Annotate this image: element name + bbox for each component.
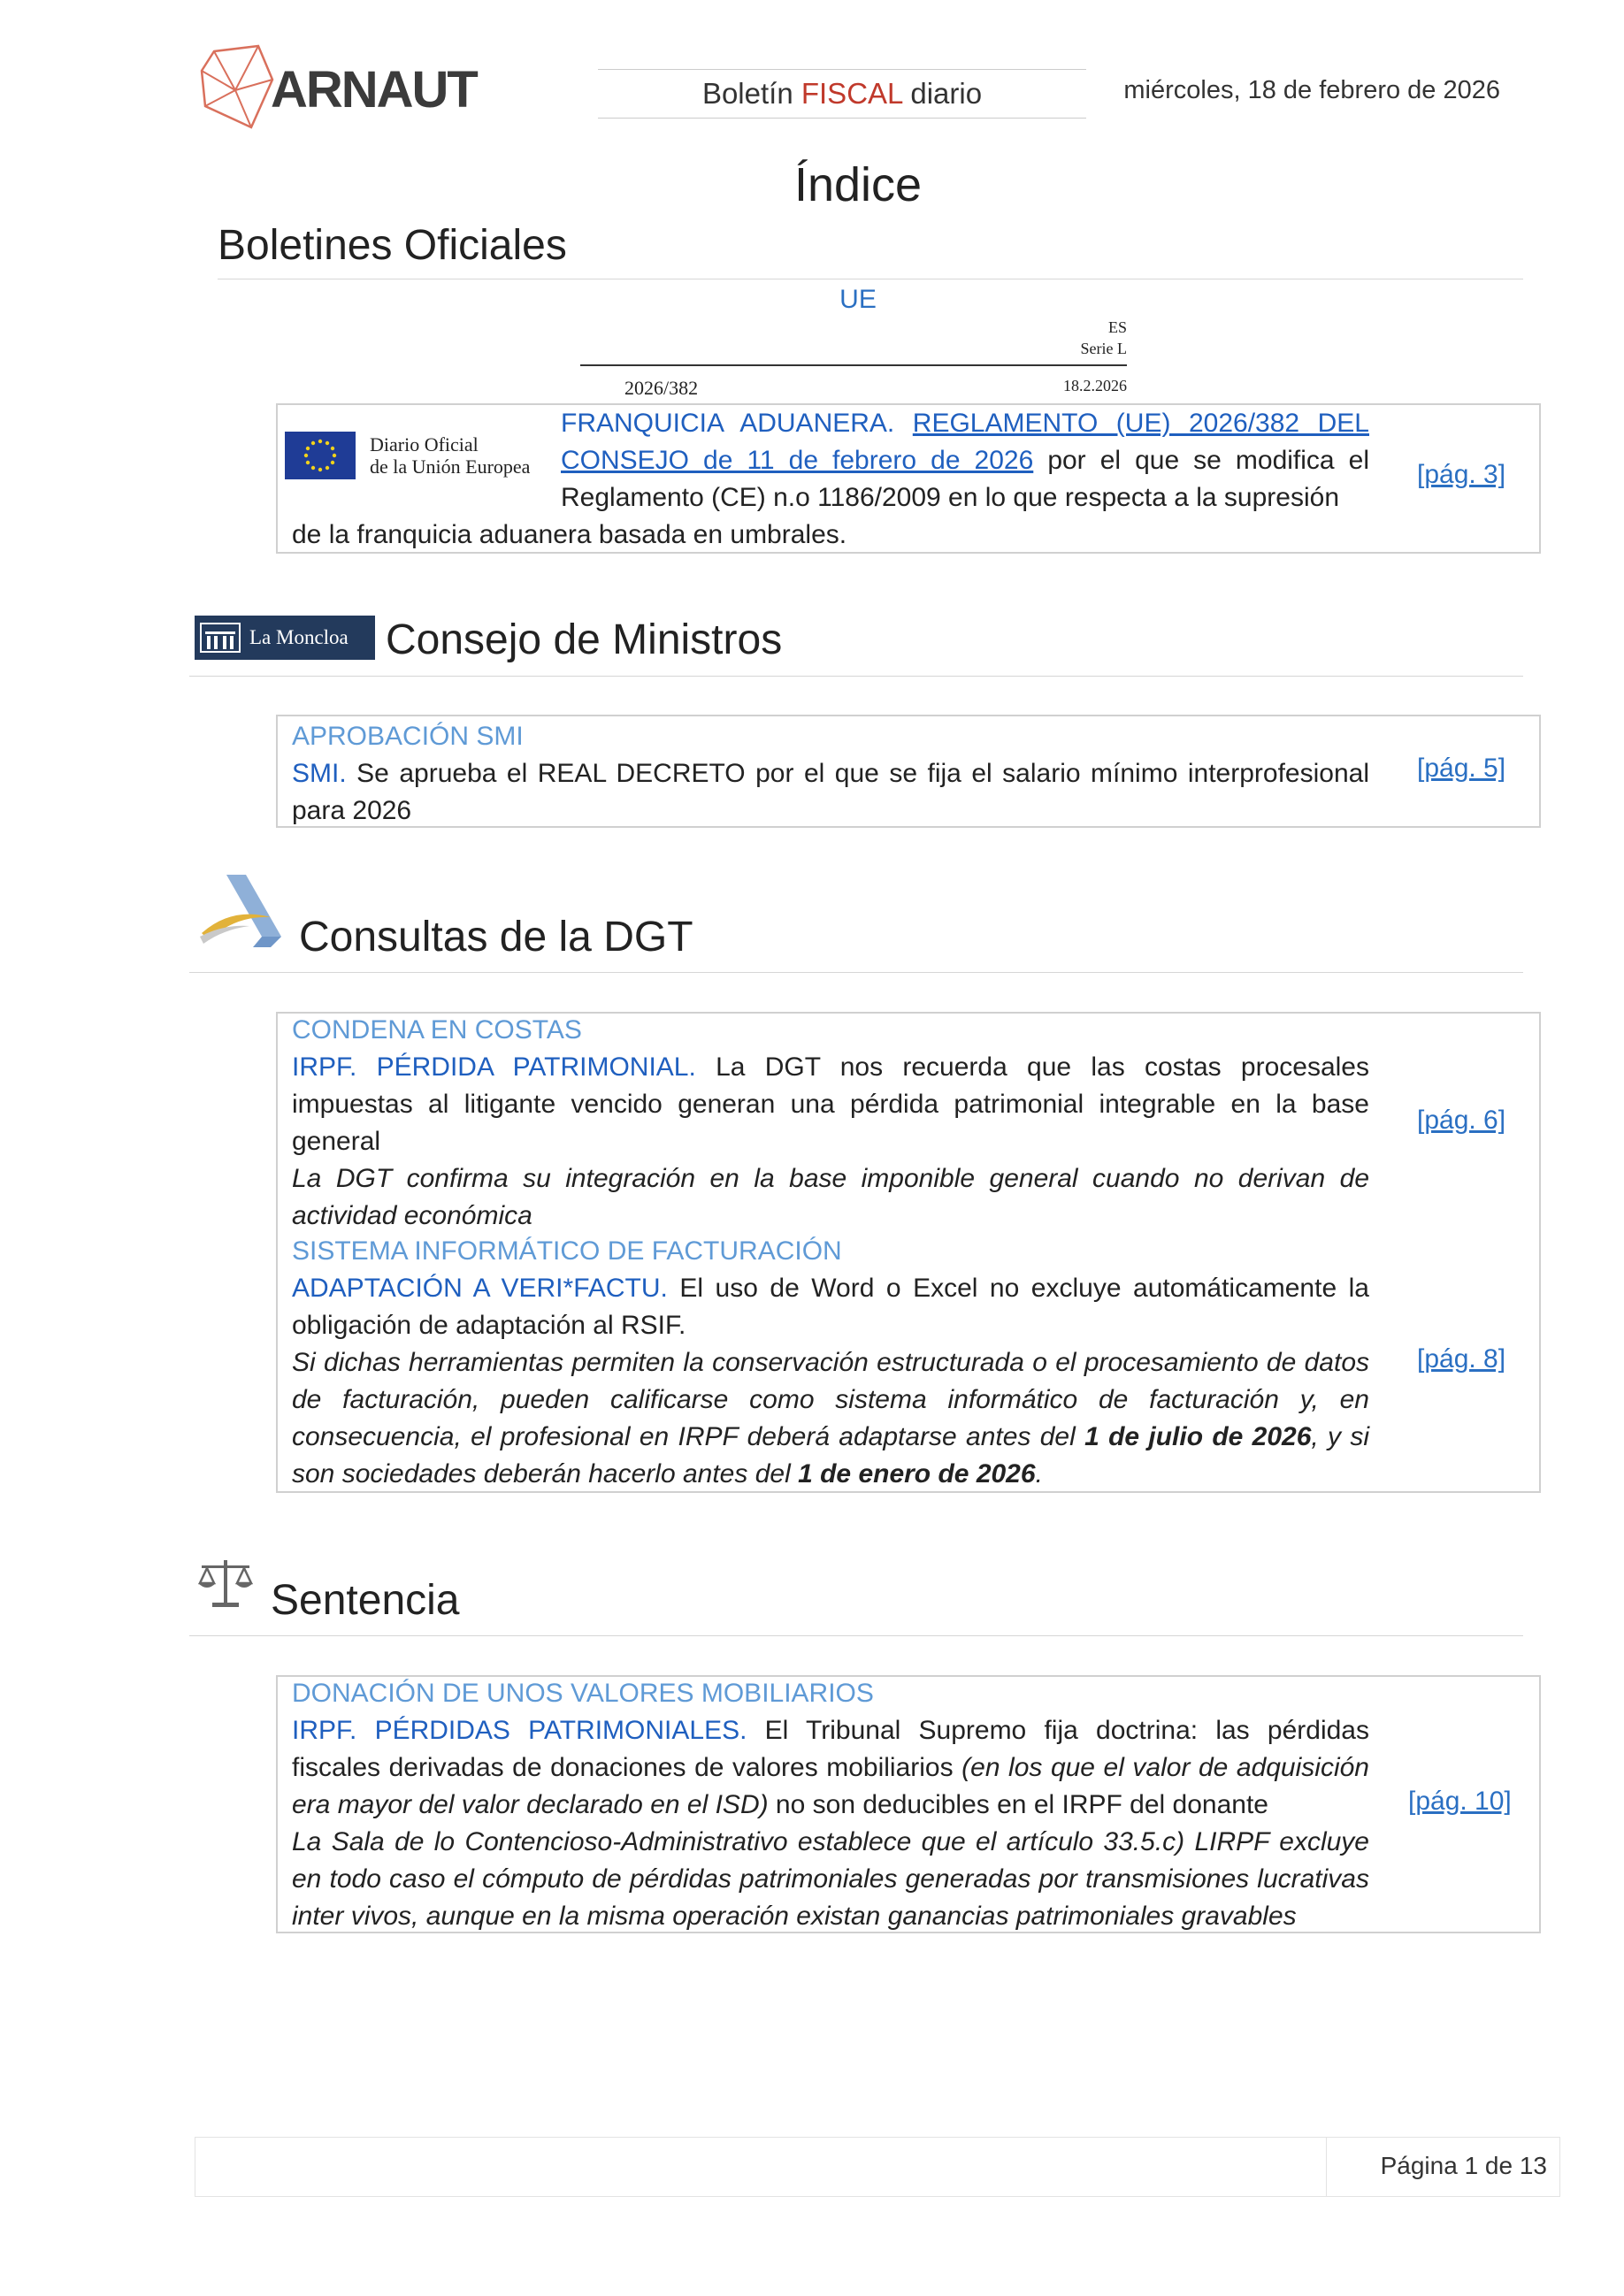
category-label: APROBACIÓN SMI bbox=[292, 722, 524, 751]
entry-text-franquicia: FRANQUICIA ADUANERA. REGLAMENTO (UE) 2026/382 DEL CONSEJO de 11 de febrero de 2026 por el que se modifica el Reglamento (CE) n.o 1186/2009 en lo que respecta a la supresión bbox=[561, 409, 1370, 512]
arnaut-logo-icon bbox=[200, 44, 276, 133]
page-link-6[interactable]: [pág. 6] bbox=[1417, 1106, 1506, 1135]
regulation-link[interactable]: REGLAMENTO (UE) 2026/382 DEL CONSEJO de 11 de febrero de 2026 bbox=[561, 409, 1369, 475]
page-link-10[interactable]: [pág. 10] bbox=[1408, 1787, 1512, 1816]
entry-text-smi: APROBACIÓN SMI SMI. Se aprueba el REAL DECRETO por el que se fija el salario mínimo interprofesional para 2026 bbox=[292, 718, 1369, 830]
aeat-logo-icon bbox=[196, 871, 288, 951]
category-label: CONDENA EN COSTAS bbox=[292, 1015, 582, 1045]
entry-text-franquicia-cont: de la franquicia aduanera basada en umbrales. bbox=[292, 520, 847, 549]
doue-logo: Diario Oficial de la Unión Europea bbox=[285, 430, 541, 483]
category-label: SISTEMA INFORMÁTICO DE FACTURACIÓN bbox=[292, 1236, 842, 1266]
page-link-5[interactable]: [pág. 5] bbox=[1417, 754, 1506, 783]
header-date: miércoles, 18 de febrero de 2026 bbox=[1123, 76, 1500, 104]
building-icon bbox=[200, 623, 241, 653]
eu-flag-icon bbox=[285, 432, 356, 479]
section-divider bbox=[189, 676, 1523, 677]
page-number: Página 1 de 13 bbox=[1380, 2152, 1547, 2179]
scale-of-justice-icon bbox=[196, 1557, 255, 1610]
category-label: DONACIÓN DE UNOS VALORES MOBILIARIOS bbox=[292, 1679, 874, 1708]
arnaut-logo bbox=[200, 44, 477, 133]
section-divider bbox=[189, 1635, 1523, 1636]
bulletin-title: Boletín FISCAL diario bbox=[598, 69, 1086, 119]
logo-text: ARNAUT bbox=[271, 61, 477, 119]
moncloa-badge: La Moncloa bbox=[195, 616, 375, 660]
section-title-consejo: Consejo de Ministros bbox=[386, 616, 783, 663]
ue-label: UE bbox=[839, 285, 877, 314]
entry-text-sentencia: DONACIÓN DE UNOS VALORES MOBILIARIOS IRPF. PÉRDIDAS PATRIMONIALES. El Tribunal Supremo fija doctrina: las pérdidas fiscales derivadas de donaciones de valores mobiliarios (en los que el valor de adquisición era mayor del valor declarado en el ISD) no son deducibles en el IRPF del donante La Sala de lo Contencioso-Administrativo establece que el artículo 33.5.c) LIRPF excluye en todo caso el cómputo de pérdidas patrimoniales generadas por transmisiones lucrativas inter vivos, aunque en la misma operación existan ganancias patrimoniales gravables bbox=[292, 1675, 1369, 1935]
section-title-boletines: Boletines Oficiales bbox=[218, 222, 567, 269]
index-title: Índice bbox=[793, 158, 923, 211]
oj-header-snippet: ES Serie L 2026/382 18.2.2026 bbox=[580, 318, 1127, 407]
page-link-3[interactable]: [pág. 3] bbox=[1417, 460, 1506, 489]
page-link-8[interactable]: [pág. 8] bbox=[1417, 1344, 1506, 1374]
section-divider bbox=[189, 972, 1523, 973]
entry-text-costas: CONDENA EN COSTAS IRPF. PÉRDIDA PATRIMONIAL. La DGT nos recuerda que las costas procesales impuestas al litigante vencido generan una pérdida patrimonial integrable en la base general La DGT confirma su integración en la base imponible general cuando no derivan de actividad económica bbox=[292, 1012, 1369, 1235]
entry-text-verifactu: SISTEMA INFORMÁTICO DE FACTURACIÓN ADAPTACIÓN A VERI*FACTU. El uso de Word o Excel no excluye automáticamente la obligación de adaptación al RSIF. Si dichas herramientas permiten la conservación estructurada o el procesamiento de datos de facturación, pueden calificarse como sistema informático de facturación y, en consecuencia, el profesional en IRPF deberá adaptarse antes del 1 de julio de 2026, y si son sociedades deberán hacerlo antes del 1 de enero de 2026. bbox=[292, 1233, 1369, 1493]
section-title-sentencia: Sentencia bbox=[271, 1577, 460, 1624]
section-title-dgt: Consultas de la DGT bbox=[299, 914, 693, 960]
page-footer bbox=[195, 2137, 1560, 2197]
